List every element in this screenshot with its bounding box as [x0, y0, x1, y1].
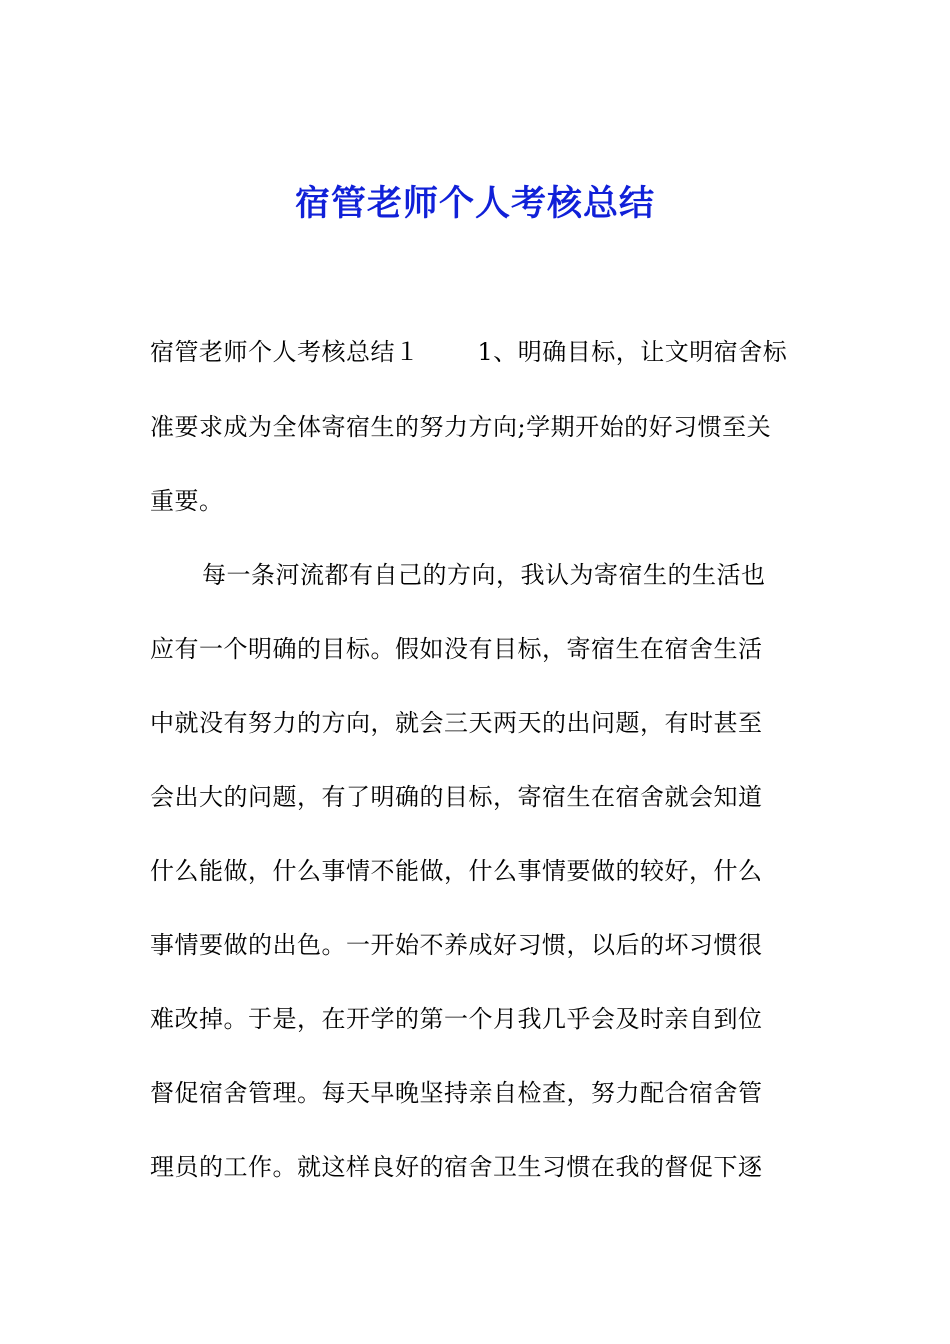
text-line: 什么能做，什么事情不能做，什么事情要做的较好，什么: [150, 857, 763, 885]
text-line: 重要。: [150, 487, 224, 515]
text-line: 难改掉。于是，在开学的第一个月我几乎会及时亲自到位: [150, 1005, 763, 1033]
text-line: 每一条河流都有自己的方向，我认为寄宿生的生活也: [202, 561, 766, 589]
document-title: 宿管老师个人考核总结: [294, 183, 655, 224]
text-line: 会出大的问题，有了明确的目标，寄宿生在宿舍就会知道: [150, 783, 763, 811]
text-line: [150, 330, 810, 374]
text-line: 事情要做的出色。一开始不养成好习惯，以后的坏习惯很: [150, 931, 763, 959]
text-line: 理员的工作。就这样良好的宿舍卫生习惯在我的督促下逐: [150, 1153, 763, 1181]
text-line: 督促宿舍管理。每天早晚坚持亲自检查，努力配合宿舍管: [150, 1079, 763, 1107]
text-line: 准要求成为全体寄宿生的努力方向;学期开始的好习惯至关: [150, 413, 772, 441]
text-line: 应有一个明确的目标。假如没有目标，寄宿生在宿舍生活: [150, 635, 763, 663]
line-segment: 1、明确目标，让文明宿舍标: [477, 338, 788, 366]
text-line: 中就没有努力的方向，就会三天两天的出问题，有时甚至: [150, 709, 763, 737]
line-segment: 宿管老师个人考核总结１: [150, 338, 420, 366]
